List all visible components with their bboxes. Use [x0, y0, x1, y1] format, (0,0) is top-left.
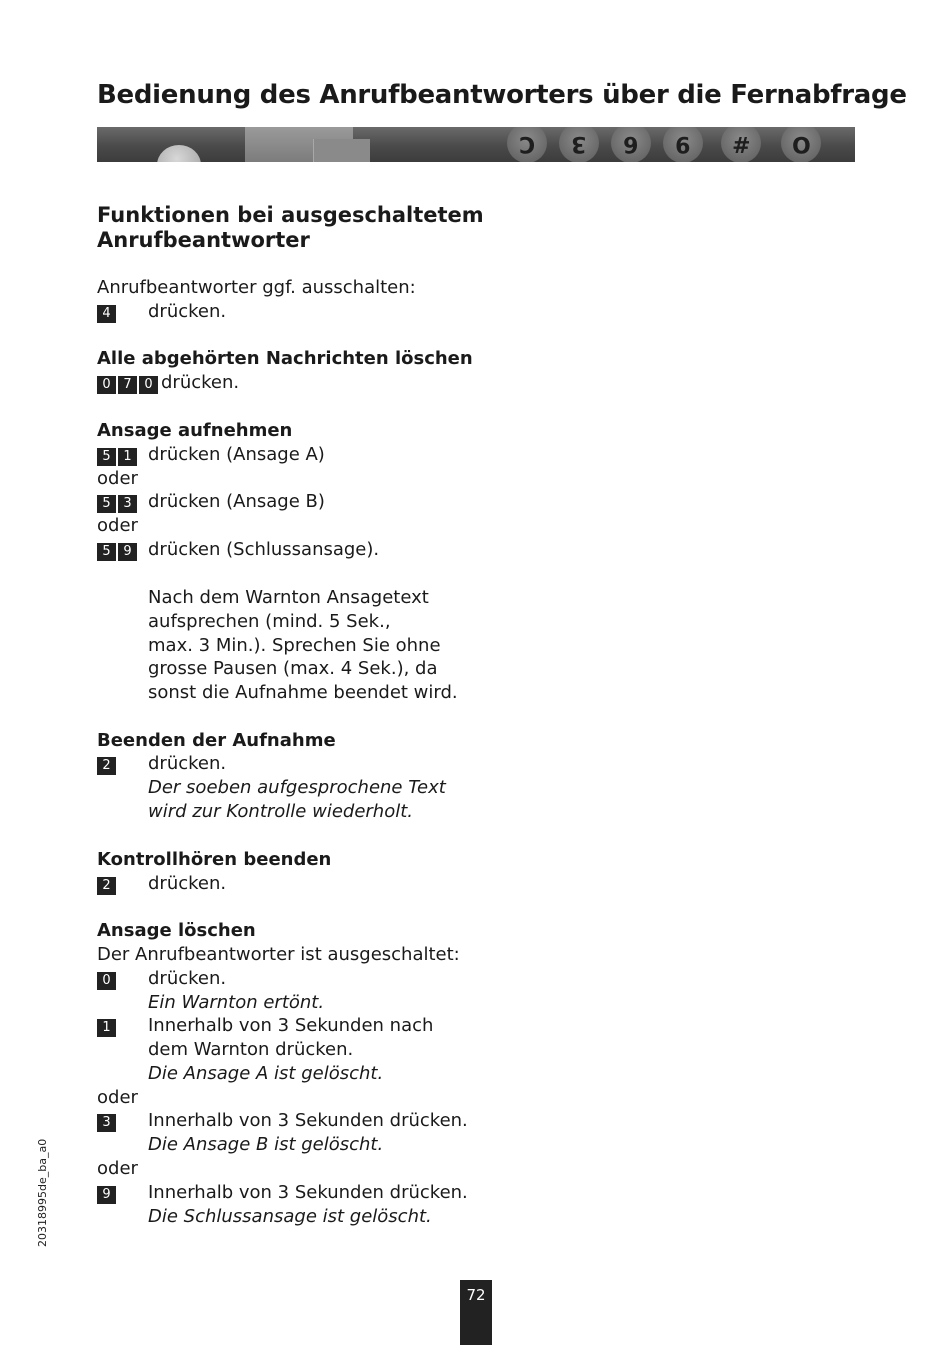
note-text: wird zur Kontrolle wiederholt. — [148, 801, 413, 822]
section-title-line: Anrufbeantworter — [97, 228, 310, 252]
note-text: Die Ansage B ist gelöscht. — [148, 1134, 384, 1155]
keypad-key: 6 — [611, 127, 651, 162]
key-cap: 0 — [97, 376, 116, 394]
key-cap: 3 — [97, 1114, 116, 1132]
note-text: Die Schlussansage ist gelöscht. — [148, 1206, 432, 1227]
keypad-key: O — [781, 127, 821, 162]
oder-text: oder — [97, 468, 138, 489]
key-sequence — [97, 1019, 116, 1037]
key-cap: 0 — [139, 376, 158, 394]
instruction-text: drücken (Schlussansage). — [148, 539, 380, 560]
key-sequence — [97, 448, 137, 466]
display-inset-graphic — [313, 139, 370, 162]
instruction-text: drücken (Ansage B) — [148, 491, 325, 512]
key-sequence — [97, 305, 116, 323]
key-cap: 5 — [97, 543, 116, 561]
key-cap: 1 — [118, 448, 137, 466]
section-title-line: Funktionen bei ausgeschaltetem — [97, 203, 484, 227]
document-code: 20318995de_ba_a0 — [36, 1138, 49, 1247]
key-cap: 0 — [97, 972, 116, 990]
keypad-key: 3 — [559, 127, 599, 162]
oder-text: oder — [97, 1158, 138, 1179]
key-sequence — [97, 376, 158, 394]
instruction-text: drücken. — [161, 372, 240, 393]
key-cap: 2 — [97, 757, 116, 775]
instruction-text: drücken. — [148, 968, 227, 989]
key-sequence — [97, 877, 116, 895]
instruction-text: dem Warnton drücken. — [148, 1039, 354, 1060]
section-heading: Ansage aufnehmen — [97, 420, 293, 441]
intro-text: Anrufbeantworter ggf. ausschalten: — [97, 277, 416, 298]
note-text: Der soeben aufgesprochene Text — [148, 777, 446, 798]
keypad-key: C — [507, 127, 547, 162]
key-sequence — [97, 543, 137, 561]
instruction-text: Innerhalb von 3 Sekunden nach — [148, 1015, 434, 1036]
section-heading: Kontrollhören beenden — [97, 849, 332, 870]
section-heading: Alle abgehörten Nachrichten löschen — [97, 348, 473, 369]
oder-text: oder — [97, 515, 138, 536]
key-sequence — [97, 1186, 116, 1204]
instruction-text: drücken. — [148, 301, 227, 322]
key-cap: 9 — [118, 543, 137, 561]
note-text: Nach dem Warnton Ansagetext — [148, 587, 429, 608]
section-title — [97, 203, 484, 253]
key-sequence — [97, 972, 116, 990]
instruction-text: Innerhalb von 3 Sekunden drücken. — [148, 1110, 468, 1131]
key-cap: 3 — [118, 495, 137, 513]
key-cap: 2 — [97, 877, 116, 895]
page-title: Bedienung des Anrufbeantworters über die Fernabfrage — [97, 80, 907, 110]
knob-graphic — [157, 145, 201, 162]
key-cap: 1 — [97, 1019, 116, 1037]
key-cap: 5 — [97, 495, 116, 513]
note-text: sonst die Aufnahme beendet wird. — [148, 682, 458, 703]
key-cap: 5 — [97, 448, 116, 466]
instruction-text: drücken. — [148, 753, 227, 774]
section-heading: Beenden der Aufnahme — [97, 730, 336, 751]
oder-text: oder — [97, 1087, 138, 1108]
key-sequence — [97, 1114, 116, 1132]
phone-keypad-banner — [97, 127, 855, 162]
key-cap: 7 — [118, 376, 137, 394]
note-text: max. 3 Min.). Sprechen Sie ohne — [148, 635, 441, 656]
key-cap: 9 — [97, 1186, 116, 1204]
keypad-key: # — [721, 127, 761, 162]
key-sequence — [97, 495, 137, 513]
key-cap: 4 — [97, 305, 116, 323]
keypad-key: 9 — [663, 127, 703, 162]
intro-text: Der Anrufbeantworter ist ausgeschaltet: — [97, 944, 460, 965]
note-text: grosse Pausen (max. 4 Sek.), da — [148, 658, 438, 679]
instruction-text: drücken. — [148, 873, 227, 894]
note-text: aufsprechen (mind. 5 Sek., — [148, 611, 391, 632]
section-heading: Ansage löschen — [97, 920, 256, 941]
key-sequence — [97, 757, 116, 775]
instruction-text: Innerhalb von 3 Sekunden drücken. — [148, 1182, 468, 1203]
note-text: Ein Warnton ertönt. — [148, 992, 325, 1013]
page-number: 72 — [460, 1280, 492, 1345]
note-text: Die Ansage A ist gelöscht. — [148, 1063, 384, 1084]
instruction-text: drücken (Ansage A) — [148, 444, 325, 465]
